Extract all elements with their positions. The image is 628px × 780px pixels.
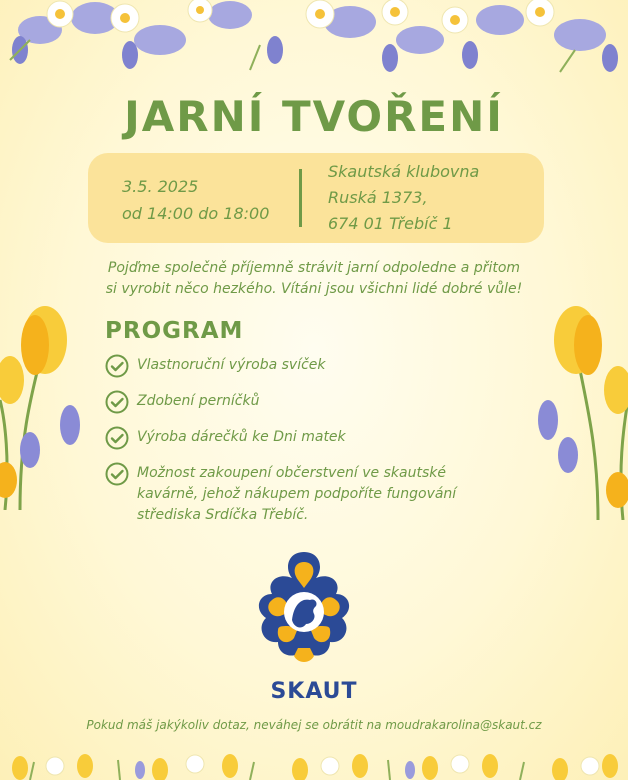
program-item-text xyxy=(137,424,346,448)
program-item-line: Výroba dárečků ke Dni matek xyxy=(137,429,346,445)
flower-cluster-right xyxy=(518,290,628,520)
program-item-line: střediska Srdíčka Třebíč. xyxy=(137,507,309,523)
flower-border-top xyxy=(0,0,628,78)
check-circle-icon xyxy=(105,390,129,414)
program-item-line: Zdobení perníčků xyxy=(137,393,260,409)
event-date-time xyxy=(122,173,292,227)
event-place xyxy=(328,159,538,237)
program-item-line: kavárně, jehož nákupem podpoříte fungování xyxy=(137,486,457,502)
program-item-line: Vlastnoruční výroba svíček xyxy=(137,357,326,373)
program-list xyxy=(105,352,505,536)
contact-footer: Pokud máš jakýkoliv dotaz, neváhej se obrátit na moudrakarolina@skaut.cz xyxy=(86,718,542,732)
program-item xyxy=(105,388,505,414)
event-time: od 14:00 do 18:00 xyxy=(122,204,270,223)
program-item-text xyxy=(137,352,326,376)
intro-line-1: Pojďme společně příjemně strávit jarní odpoledne a přitom xyxy=(107,260,521,276)
place-line-3: 674 01 Třebíč 1 xyxy=(328,214,453,233)
poster-title: JARNÍ TVOŘENÍ xyxy=(124,92,504,141)
event-date: 3.5. 2025 xyxy=(122,177,199,196)
program-item-line: Možnost zakoupení občerstvení ve skautské xyxy=(137,465,446,481)
intro-text xyxy=(60,258,568,300)
program-item xyxy=(105,460,505,526)
event-info-box xyxy=(88,153,544,243)
check-circle-icon xyxy=(105,462,129,486)
program-item-text xyxy=(137,388,259,412)
flower-cluster-left xyxy=(0,280,100,510)
check-circle-icon xyxy=(105,354,129,378)
scout-lily-icon xyxy=(248,548,360,670)
program-heading: PROGRAM xyxy=(105,318,244,344)
place-line-1: Skautská klubovna xyxy=(328,162,480,181)
flower-border-bottom xyxy=(0,740,628,780)
info-divider xyxy=(299,169,302,227)
scout-logo-text: SKAUT xyxy=(270,679,358,704)
intro-line-2: si vyrobit něco hezkého. Vítáni jsou všichni lidé dobré vůle! xyxy=(105,281,523,297)
program-item xyxy=(105,352,505,378)
check-circle-icon xyxy=(105,426,129,450)
program-item xyxy=(105,424,505,450)
place-line-2: Ruská 1373, xyxy=(328,188,428,207)
program-item-text xyxy=(137,460,456,526)
